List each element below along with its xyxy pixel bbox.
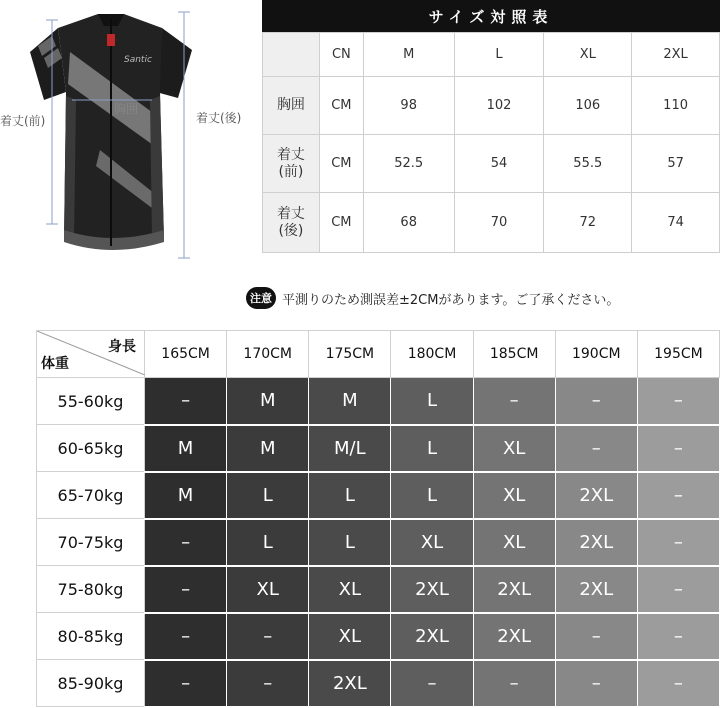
fit-size-cell: M [227, 425, 309, 472]
note-badge: 注意 [246, 287, 276, 309]
row-label-length-back: 着丈 (後) [263, 193, 320, 253]
size-chart-header: M [363, 33, 454, 77]
fit-size-cell: 2XL [473, 613, 555, 660]
size-value: 55.5 [544, 135, 632, 193]
size-value: 68 [363, 193, 454, 253]
fit-size-cell: – [555, 425, 637, 472]
weight-label: 60-65kg [37, 425, 145, 472]
size-chart-header: CN [319, 33, 363, 77]
height-header: 165CM [145, 331, 227, 378]
fit-size-cell: M [145, 425, 227, 472]
fit-grid-row [37, 613, 720, 660]
row-unit: CM [319, 193, 363, 253]
height-header: 175CM [309, 331, 391, 378]
fit-size-cell: – [473, 378, 555, 425]
size-chart-header: L [454, 33, 544, 77]
row-unit: CM [319, 135, 363, 193]
height-header: 170CM [227, 331, 309, 378]
fit-size-cell: L [391, 425, 473, 472]
size-value: 57 [632, 135, 720, 193]
fit-size-cell: M [227, 378, 309, 425]
row-label-chest: 胸囲 [263, 77, 320, 135]
fit-size-cell: 2XL [473, 566, 555, 613]
size-value: 72 [544, 193, 632, 253]
size-value: 110 [632, 77, 720, 135]
height-header: 190CM [555, 331, 637, 378]
fit-size-cell: 2XL [309, 660, 391, 707]
fit-size-cell: 2XL [391, 613, 473, 660]
row-unit: CM [319, 77, 363, 135]
fit-size-cell: L [391, 472, 473, 519]
fit-size-cell: XL [309, 613, 391, 660]
weight-label: 55-60kg [37, 378, 145, 425]
fit-size-cell: L [391, 378, 473, 425]
size-chart-header: 2XL [632, 33, 720, 77]
fit-size-cell: – [227, 660, 309, 707]
size-value: 106 [544, 77, 632, 135]
fit-size-cell: – [145, 660, 227, 707]
fit-size-cell: – [637, 425, 719, 472]
row-label-length-front: 着丈 (前) [263, 135, 320, 193]
fit-size-cell: 2XL [391, 566, 473, 613]
fit-size-cell: 2XL [555, 519, 637, 566]
size-value: 54 [454, 135, 544, 193]
fit-size-cell: – [391, 660, 473, 707]
size-chart-row [263, 135, 720, 193]
fit-size-cell: – [145, 613, 227, 660]
corner-weight-label: 体重 [41, 356, 69, 372]
fit-grid [36, 330, 720, 708]
fit-size-cell: 2XL [555, 472, 637, 519]
size-chart-title: サイズ対照表 [262, 0, 720, 32]
fit-size-cell: – [145, 519, 227, 566]
fit-size-cell: M [145, 472, 227, 519]
fit-size-cell: XL [391, 519, 473, 566]
label-length-front: 着丈(前) [0, 114, 46, 128]
fit-grid-row [37, 378, 720, 425]
size-value: 52.5 [363, 135, 454, 193]
fit-size-cell: – [473, 660, 555, 707]
jersey-brand-text: Santic [124, 55, 152, 65]
fit-size-cell: L [227, 472, 309, 519]
fit-grid-table [36, 330, 720, 708]
size-chart-row [263, 77, 720, 135]
fit-size-cell: – [637, 660, 719, 707]
size-chart-table [262, 32, 720, 253]
jersey-illustration [0, 0, 255, 262]
height-header: 180CM [391, 331, 473, 378]
label-chest: 胸囲 [114, 102, 139, 116]
fit-size-cell: L [309, 472, 391, 519]
fit-size-cell: – [145, 378, 227, 425]
size-value: 98 [363, 77, 454, 135]
size-value: 70 [454, 193, 544, 253]
weight-label: 85-90kg [37, 660, 145, 707]
fit-size-cell: – [555, 613, 637, 660]
fit-size-cell: M/L [309, 425, 391, 472]
label-length-back: 着丈(後) [196, 111, 242, 125]
size-value: 74 [632, 193, 720, 253]
height-header: 185CM [473, 331, 555, 378]
fit-size-cell: – [555, 660, 637, 707]
fit-size-cell: XL [309, 566, 391, 613]
corner-height-label: 身長 [108, 339, 136, 355]
measurement-note [246, 287, 619, 309]
fit-size-cell: – [637, 519, 719, 566]
jersey-image [0, 0, 255, 262]
fit-size-cell: – [227, 613, 309, 660]
size-chart-row [263, 193, 720, 253]
fit-size-cell: XL [227, 566, 309, 613]
fit-grid-row [37, 472, 720, 519]
weight-label: 70-75kg [37, 519, 145, 566]
fit-grid-row [37, 566, 720, 613]
fit-grid-row [37, 425, 720, 472]
fit-size-cell: L [227, 519, 309, 566]
size-chart-header: XL [544, 33, 632, 77]
fit-size-cell: – [637, 472, 719, 519]
fit-size-cell: XL [473, 425, 555, 472]
fit-size-cell: – [637, 613, 719, 660]
fit-size-cell: M [309, 378, 391, 425]
fit-size-cell: – [555, 378, 637, 425]
fit-size-cell: XL [473, 519, 555, 566]
fit-size-cell: XL [473, 472, 555, 519]
note-text: 平測りのため測誤差±2CMがあります。ご了承ください。 [282, 292, 620, 308]
fit-grid-row [37, 519, 720, 566]
weight-label: 65-70kg [37, 472, 145, 519]
weight-label: 75-80kg [37, 566, 145, 613]
fit-size-cell: 2XL [555, 566, 637, 613]
fit-size-cell: – [145, 566, 227, 613]
size-chart [262, 0, 720, 253]
fit-grid-row [37, 660, 720, 707]
weight-label: 80-85kg [37, 613, 145, 660]
fit-size-cell: – [637, 566, 719, 613]
size-value: 102 [454, 77, 544, 135]
fit-size-cell: – [637, 378, 719, 425]
height-header: 195CM [637, 331, 719, 378]
size-chart-corner [263, 33, 320, 77]
fit-size-cell: L [309, 519, 391, 566]
fit-grid-corner [37, 331, 145, 378]
